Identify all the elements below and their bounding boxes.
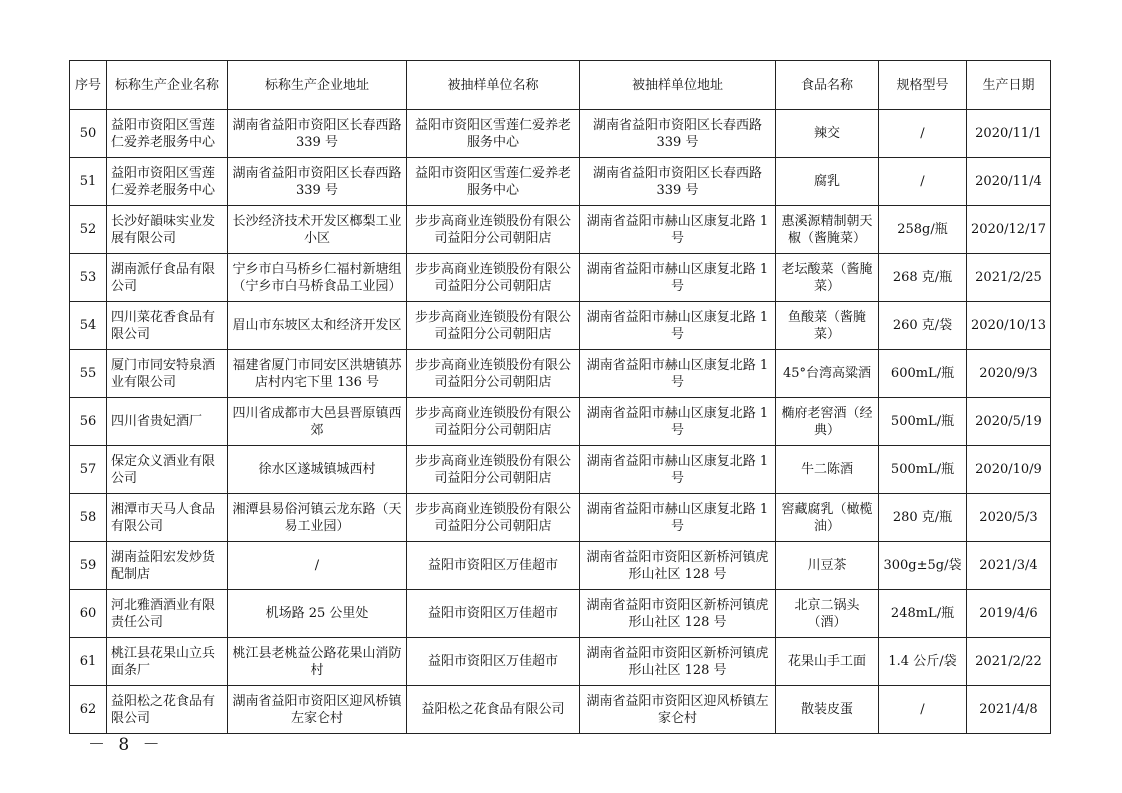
cell-food-name: 花果山手工面 [776, 638, 879, 686]
cell-serial-number: 51 [70, 158, 107, 206]
cell-serial-number: 54 [70, 302, 107, 350]
cell-serial-number: 50 [70, 110, 107, 158]
cell-serial-number: 58 [70, 494, 107, 542]
cell-specification: 300g±5g/袋 [879, 542, 967, 590]
cell-specification: 500mL/瓶 [879, 398, 967, 446]
cell-food-name: 川豆茶 [776, 542, 879, 590]
cell-sampled-unit-address: 湖南省益阳市赫山区康复北路 1 号 [580, 254, 776, 302]
cell-manufacturer-name: 湖南益阳宏发炒货配制店 [107, 542, 228, 590]
cell-specification: 500mL/瓶 [879, 446, 967, 494]
cell-food-name: 散装皮蛋 [776, 686, 879, 734]
table-row [70, 110, 1051, 158]
cell-manufacturer-address: / [228, 542, 407, 590]
header-sampled-unit-address: 被抽样单位地址 [580, 61, 776, 110]
header-serial-number: 序号 [70, 61, 107, 110]
cell-manufacturer-name: 湖南派仔食品有限公司 [107, 254, 228, 302]
cell-manufacturer-address: 湖南省益阳市资阳区长春西路 339 号 [228, 110, 407, 158]
table-row [70, 494, 1051, 542]
cell-serial-number: 57 [70, 446, 107, 494]
cell-food-name: 椭府老窖酒（经典） [776, 398, 879, 446]
cell-sampled-unit-name: 益阳市资阳区雪莲仁爱养老服务中心 [407, 110, 580, 158]
cell-sampled-unit-name: 益阳市资阳区万佳超市 [407, 638, 580, 686]
cell-manufacturer-name: 湘潭市天马人食品有限公司 [107, 494, 228, 542]
cell-manufacturer-address: 机场路 25 公里处 [228, 590, 407, 638]
table-row [70, 206, 1051, 254]
cell-sampled-unit-name: 步步高商业连锁股份有限公司益阳分公司朝阳店 [407, 254, 580, 302]
header-production-date: 生产日期 [967, 61, 1051, 110]
cell-sampled-unit-address: 湖南省益阳市赫山区康复北路 1 号 [580, 494, 776, 542]
cell-specification: 248mL/瓶 [879, 590, 967, 638]
cell-serial-number: 53 [70, 254, 107, 302]
header-food-name: 食品名称 [776, 61, 879, 110]
cell-sampled-unit-name: 步步高商业连锁股份有限公司益阳分公司朝阳店 [407, 494, 580, 542]
cell-food-name: 窖藏腐乳（橄榄油） [776, 494, 879, 542]
cell-sampled-unit-name: 步步高商业连锁股份有限公司益阳分公司朝阳店 [407, 350, 580, 398]
cell-sampled-unit-address: 湖南省益阳市赫山区康复北路 1 号 [580, 350, 776, 398]
cell-production-date: 2021/4/8 [967, 686, 1051, 734]
table-row [70, 254, 1051, 302]
cell-manufacturer-address: 湖南省益阳市资阳区长春西路 339 号 [228, 158, 407, 206]
cell-specification: / [879, 158, 967, 206]
cell-production-date: 2020/11/4 [967, 158, 1051, 206]
cell-food-name: 鱼酸菜（酱腌菜） [776, 302, 879, 350]
cell-sampled-unit-address: 湖南省益阳市资阳区长春西路 339 号 [580, 110, 776, 158]
cell-manufacturer-address: 徐水区遂城镇城西村 [228, 446, 407, 494]
cell-specification: / [879, 686, 967, 734]
cell-sampled-unit-address: 湖南省益阳市赫山区康复北路 1 号 [580, 398, 776, 446]
cell-manufacturer-name: 桃江县花果山立兵面条厂 [107, 638, 228, 686]
table-row [70, 686, 1051, 734]
cell-manufacturer-name: 益阳松之花食品有限公司 [107, 686, 228, 734]
cell-manufacturer-address: 宁乡市白马桥乡仁福村新塘组（宁乡市白马桥食品工业园） [228, 254, 407, 302]
cell-serial-number: 59 [70, 542, 107, 590]
table-header-row [70, 61, 1051, 110]
cell-sampled-unit-name: 益阳市资阳区万佳超市 [407, 590, 580, 638]
header-manufacturer-name: 标称生产企业名称 [107, 61, 228, 110]
cell-specification: / [879, 110, 967, 158]
sampling-results-table [69, 60, 1051, 734]
cell-manufacturer-name: 保定众义酒业有限公司 [107, 446, 228, 494]
cell-manufacturer-name: 长沙好韻味实业发展有限公司 [107, 206, 228, 254]
cell-sampled-unit-address: 湖南省益阳市资阳区新桥河镇虎形山社区 128 号 [580, 542, 776, 590]
cell-sampled-unit-name: 益阳市资阳区雪莲仁爱养老服务中心 [407, 158, 580, 206]
cell-production-date: 2020/12/17 [967, 206, 1051, 254]
cell-manufacturer-address: 长沙经济技术开发区榔梨工业小区 [228, 206, 407, 254]
cell-production-date: 2019/4/6 [967, 590, 1051, 638]
cell-sampled-unit-address: 湖南省益阳市资阳区长春西路 339 号 [580, 158, 776, 206]
cell-specification: 268 克/瓶 [879, 254, 967, 302]
cell-sampled-unit-name: 步步高商业连锁股份有限公司益阳分公司朝阳店 [407, 206, 580, 254]
table-row [70, 158, 1051, 206]
cell-serial-number: 55 [70, 350, 107, 398]
cell-sampled-unit-address: 湖南省益阳市资阳区新桥河镇虎形山社区 128 号 [580, 590, 776, 638]
cell-specification: 260 克/袋 [879, 302, 967, 350]
cell-manufacturer-name: 河北雅酒酒业有限责任公司 [107, 590, 228, 638]
cell-sampled-unit-name: 益阳市资阳区万佳超市 [407, 542, 580, 590]
cell-food-name: 牛二陈酒 [776, 446, 879, 494]
cell-manufacturer-name: 四川省贵妃酒厂 [107, 398, 228, 446]
table-body [70, 110, 1051, 734]
cell-manufacturer-address: 眉山市东坡区太和经济开发区 [228, 302, 407, 350]
table-row [70, 398, 1051, 446]
cell-production-date: 2020/11/1 [967, 110, 1051, 158]
cell-production-date: 2021/3/4 [967, 542, 1051, 590]
cell-sampled-unit-address: 湖南省益阳市赫山区康复北路 1 号 [580, 446, 776, 494]
cell-food-name: 腐乳 [776, 158, 879, 206]
cell-serial-number: 56 [70, 398, 107, 446]
cell-food-name: 惠溪源精制朝天椒（酱腌菜） [776, 206, 879, 254]
cell-sampled-unit-address: 湖南省益阳市资阳区新桥河镇虎形山社区 128 号 [580, 638, 776, 686]
cell-sampled-unit-name: 步步高商业连锁股份有限公司益阳分公司朝阳店 [407, 302, 580, 350]
cell-manufacturer-name: 益阳市资阳区雪莲仁爱养老服务中心 [107, 158, 228, 206]
table-row [70, 638, 1051, 686]
cell-sampled-unit-address: 湖南省益阳市赫山区康复北路 1 号 [580, 302, 776, 350]
cell-manufacturer-name: 益阳市资阳区雪莲仁爱养老服务中心 [107, 110, 228, 158]
cell-manufacturer-address: 湘潭县易俗河镇云龙东路（天易工业园） [228, 494, 407, 542]
cell-serial-number: 60 [70, 590, 107, 638]
cell-food-name: 辣交 [776, 110, 879, 158]
cell-production-date: 2020/5/19 [967, 398, 1051, 446]
cell-specification: 258g/瓶 [879, 206, 967, 254]
header-specification: 规格型号 [879, 61, 967, 110]
table-row [70, 302, 1051, 350]
cell-food-name: 老坛酸菜（酱腌菜） [776, 254, 879, 302]
cell-manufacturer-address: 桃江县老桃益公路花果山消防村 [228, 638, 407, 686]
cell-production-date: 2020/5/3 [967, 494, 1051, 542]
cell-production-date: 2020/10/9 [967, 446, 1051, 494]
cell-manufacturer-name: 厦门市同安特泉酒业有限公司 [107, 350, 228, 398]
cell-production-date: 2021/2/22 [967, 638, 1051, 686]
cell-sampled-unit-address: 湖南省益阳市赫山区康复北路 1 号 [580, 206, 776, 254]
cell-production-date: 2021/2/25 [967, 254, 1051, 302]
cell-serial-number: 62 [70, 686, 107, 734]
cell-specification: 1.4 公斤/袋 [879, 638, 967, 686]
cell-production-date: 2020/10/13 [967, 302, 1051, 350]
table-row [70, 590, 1051, 638]
cell-serial-number: 61 [70, 638, 107, 686]
table-row [70, 350, 1051, 398]
cell-sampled-unit-name: 益阳松之花食品有限公司 [407, 686, 580, 734]
cell-sampled-unit-name: 步步高商业连锁股份有限公司益阳分公司朝阳店 [407, 446, 580, 494]
page-number: － 8 － [88, 735, 164, 755]
cell-specification: 600mL/瓶 [879, 350, 967, 398]
header-sampled-unit-name: 被抽样单位名称 [407, 61, 580, 110]
cell-manufacturer-address: 四川省成都市大邑县晋原镇西郊 [228, 398, 407, 446]
header-manufacturer-address: 标称生产企业地址 [228, 61, 407, 110]
table-row [70, 542, 1051, 590]
cell-sampled-unit-name: 步步高商业连锁股份有限公司益阳分公司朝阳店 [407, 398, 580, 446]
cell-production-date: 2020/9/3 [967, 350, 1051, 398]
cell-manufacturer-address: 福建省厦门市同安区洪塘镇苏店村内宅下里 136 号 [228, 350, 407, 398]
cell-serial-number: 52 [70, 206, 107, 254]
table-row [70, 446, 1051, 494]
cell-specification: 280 克/瓶 [879, 494, 967, 542]
cell-food-name: 北京二锅头（酒） [776, 590, 879, 638]
cell-manufacturer-address: 湖南省益阳市资阳区迎风桥镇左家仑村 [228, 686, 407, 734]
cell-food-name: 45°台湾高粱酒 [776, 350, 879, 398]
cell-sampled-unit-address: 湖南省益阳市资阳区迎风桥镇左家仑村 [580, 686, 776, 734]
cell-manufacturer-name: 四川菜花香食品有限公司 [107, 302, 228, 350]
